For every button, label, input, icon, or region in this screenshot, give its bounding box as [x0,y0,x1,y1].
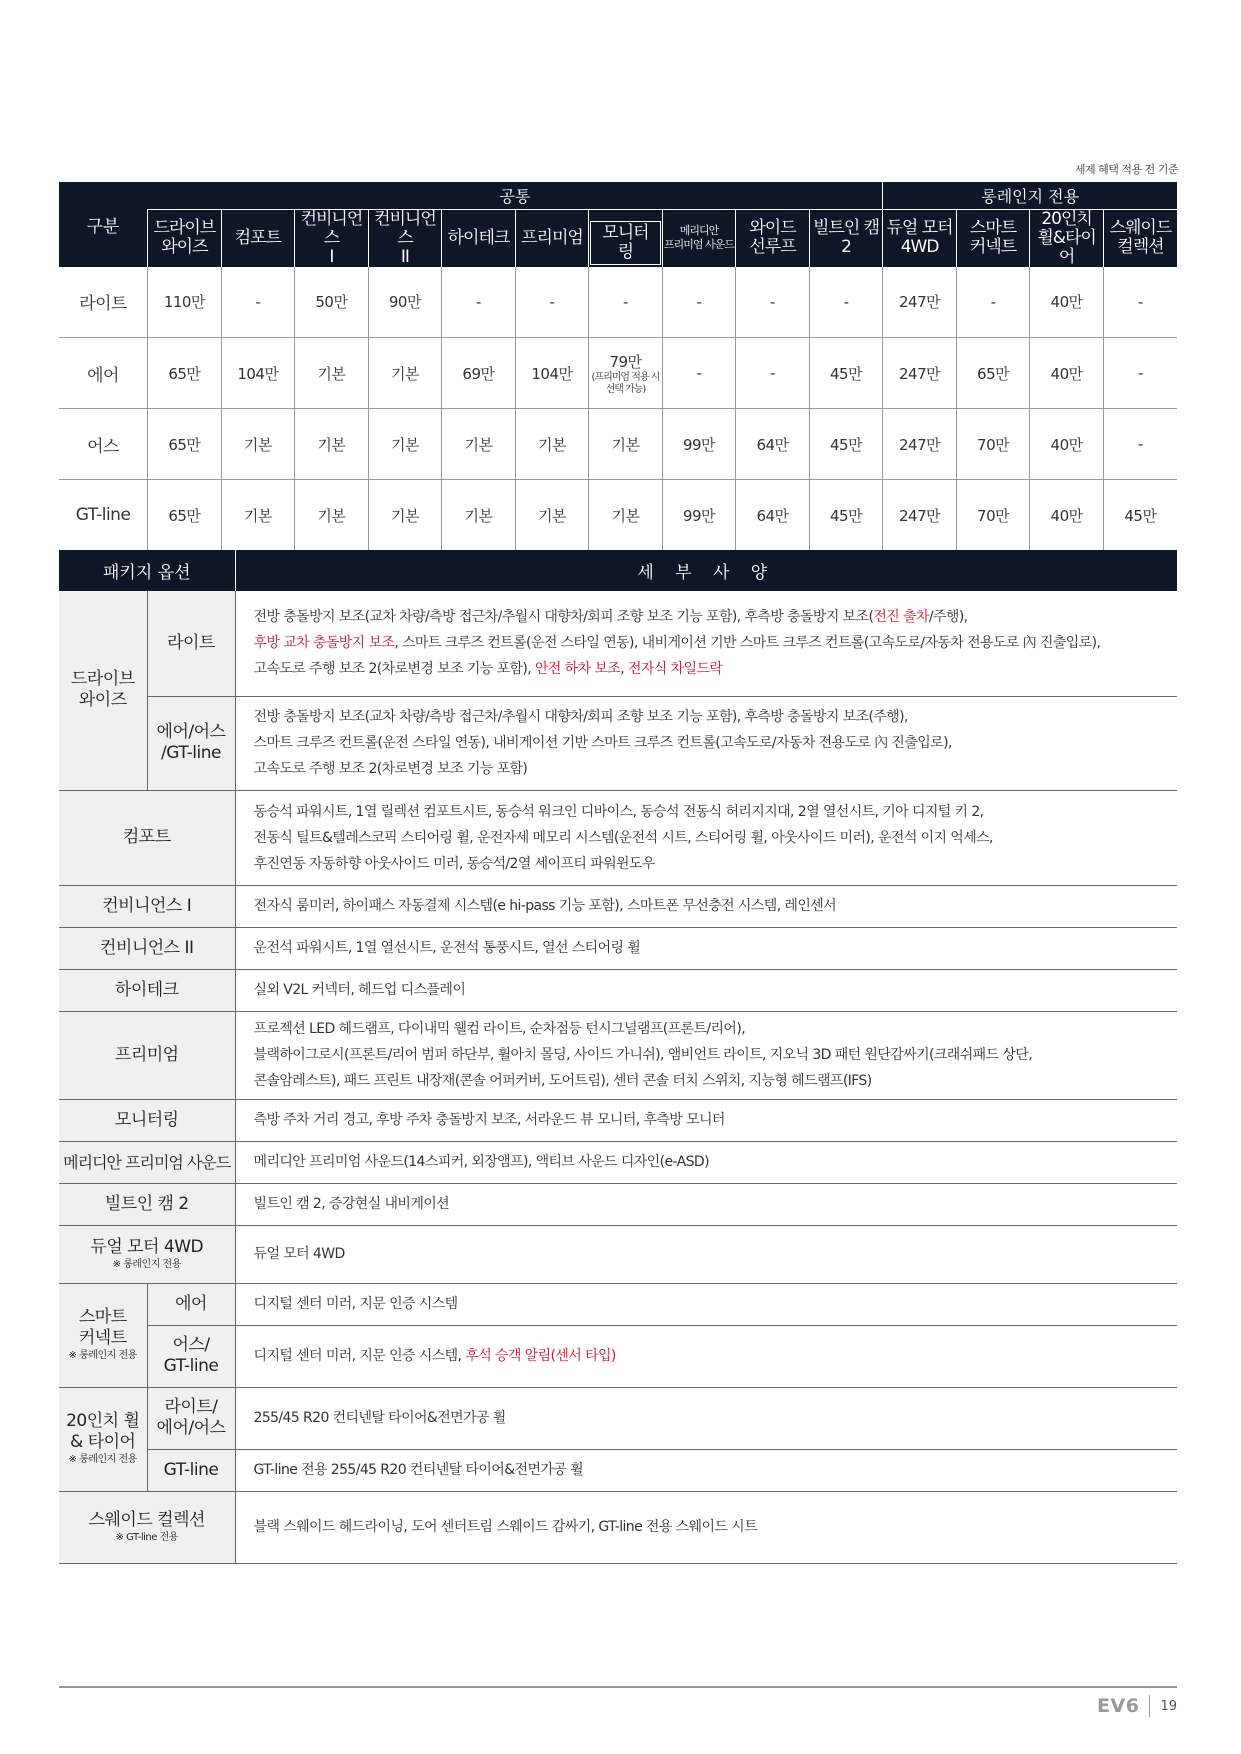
price-column-header: 스웨이드 컬렉션 [1103,209,1177,267]
price-cell: - [589,267,663,338]
price-cell: 40만 [1030,409,1104,480]
price-cell: 기본 [368,409,442,480]
price-cell: 65만 [148,480,222,551]
price-cell: 69만 [442,338,516,409]
price-cell: 110만 [148,267,222,338]
price-cell: 40만 [1030,338,1104,409]
price-table-corner: 구분 [59,182,148,267]
pkg-drive-wise: 드라이브 와이즈 [59,591,147,790]
page-number: 19 [1160,1698,1177,1714]
price-cell: 기본 [221,409,295,480]
pkg-smart-connect [59,1283,147,1387]
price-cell: 기본 [442,409,516,480]
spec-header-detail: 세 부 사 양 [235,550,1177,591]
pkg-dual-motor-label: 듀얼 모터 4WD [90,1236,204,1257]
desc-line: 스마트 크루즈 컨트롤(운전 스타일 연동), 내비게이션 기반 스마트 크루즈 컨트롤(고속도로/자동차 전용도로 內 진출입로), [253,735,952,751]
pkg-wheel-20-note: ※ 롱레인지 전용 [68,1454,137,1465]
price-cell: 45만 [809,480,883,551]
price-cell: 99만 [662,409,736,480]
pkg-suede-note: ※ GT-line 전용 [115,1531,178,1543]
desc-line: 후진연동 자동하향 아웃사이드 미러, 동승석/2열 세이프티 파워윈도우 [253,855,655,872]
footer-divider [59,1686,1177,1688]
pkg-convenience-1: 컨비니언스 I [59,885,235,927]
pkg-monitoring: 모니터링 [59,1099,235,1141]
pkg-builtin-cam: 빌트인 캠 2 [59,1183,235,1225]
pkg-wheel-20-gt-desc: GT-line 전용 255/45 R20 컨티넨탈 타이어&전면가공 휠 [235,1449,1177,1491]
price-cell: 기본 [442,480,516,551]
price-cell: 247만 [883,480,957,551]
price-cell: - [662,267,736,338]
price-cell: 기본 [368,338,442,409]
tax-note: 세제 혜택 적용 전 기준 [1074,163,1178,176]
price-cell: 기본 [295,409,369,480]
pkg-builtin-cam-desc: 빌트인 캠 2, 증강현실 내비게이션 [235,1183,1177,1225]
pkg-smart-connect-air: 에어 [147,1283,235,1325]
price-column-headers [59,209,1177,267]
group-long-range: 롱레인지 전용 [883,182,1177,209]
pkg-convenience-2: 컨비니언스 II [59,927,235,969]
pkg-smart-connect-earth-desc: 디지털 센터 미러, 지문 인증 시스템, 후석 승객 알림(센서 타입) [235,1325,1177,1387]
pkg-convenience-2-desc: 운전석 파워시트, 1열 열선시트, 운전석 통풍시트, 열선 스티어링 휠 [235,927,1177,969]
price-cell: - [221,267,295,338]
pkg-dual-motor-desc: 듀얼 모터 4WD [235,1225,1177,1283]
option-price-table [59,182,1177,551]
trim-name: 라이트 [59,267,148,338]
trim-name: GT-line [59,480,148,551]
price-cell: 64만 [736,409,810,480]
price-cell: - [1103,267,1177,338]
pkg-smart-connect-note: ※ 롱레인지 전용 [68,1350,137,1361]
price-cell: - [809,267,883,338]
price-cell: 99만 [662,480,736,551]
pkg-dual-motor-note: ※ 롱레인지 전용 [112,1258,181,1270]
price-row [59,267,1177,338]
pkg-comfort: 컴포트 [59,790,235,885]
price-cell: 65만 [956,338,1030,409]
trim-name: 에어 [59,338,148,409]
page-footer [1097,1695,1177,1717]
pkg-convenience-1-desc: 전자식 룸미러, 하이패스 자동결제 시스템(e hi-pass 기능 포함), 스마트폰 무선충전 시스템, 레인센서 [235,885,1177,927]
price-cell: 기본 [295,338,369,409]
spec-header-package: 패키지 옵션 [59,550,235,591]
pkg-monitoring-desc: 측방 주차 거리 경고, 후방 주차 충돌방지 보조, 서라운드 뷰 모니터, 후측방 모니터 [235,1099,1177,1141]
price-cell: 40만 [1030,267,1104,338]
pkg-dual-motor [59,1225,235,1283]
price-cell: 기본 [515,480,589,551]
price-column-header: 모니터링 [589,209,663,267]
price-cell: 79만 (프리미엄 적용 시 선택 가능) [589,338,663,409]
price-column-header: 컨비니언스 II [368,209,442,267]
price-cell: - [1103,338,1177,409]
price-column-header: 컨비니언스 I [295,209,369,267]
price-cell: 64만 [736,480,810,551]
price-column-header: 메리디안 프리미엄 사운드 [662,209,736,267]
price-column-header: 프리미엄 [515,209,589,267]
desc-line: 콘솔암레스트), 패드 프린트 내장재(콘솔 어퍼커버, 도어트림), 센터 콘솔 터치 스위치, 지능형 헤드램프(IFS) [253,1073,872,1089]
pkg-premium: 프리미엄 [59,1011,235,1099]
pkg-drive-wise-others: 에어/어스 /GT-line [147,696,235,790]
price-cell-note: (프리미엄 적용 시 선택 가능) [591,371,660,395]
price-row [59,409,1177,480]
price-cell: 65만 [148,338,222,409]
price-cell: 65만 [148,409,222,480]
pkg-wheel-20-label: 20인치 휠 & 타이어 [66,1411,140,1452]
desc-line: 전동식 틸트&텔레스코픽 스티어링 휠, 운전자세 메모리 시스템(운전석 시트, 스티어링 휠, 아웃사이드 미러), 운전석 이지 억세스, [253,829,993,846]
price-cell: 247만 [883,267,957,338]
group-common: 공통 [148,182,883,209]
pkg-smart-connect-air-desc: 디지털 센터 미러, 지문 인증 시스템 [235,1283,1177,1325]
price-cell: 기본 [295,480,369,551]
price-column-header: 컴포트 [221,209,295,267]
price-cell: 104만 [221,338,295,409]
price-cell: - [956,267,1030,338]
price-cell: - [442,267,516,338]
pkg-suede [59,1491,235,1563]
pkg-meridian: 메리디안 프리미엄 사운드 [59,1141,235,1183]
price-cell: 기본 [515,409,589,480]
price-cell: 45만 [1103,480,1177,551]
pkg-drive-wise-lite-desc [235,591,1177,696]
price-cell: 90만 [368,267,442,338]
price-cell: 45만 [809,409,883,480]
pkg-wheel-20 [59,1387,147,1491]
price-cell: 기본 [589,409,663,480]
price-column-header: 하이테크 [442,209,516,267]
price-table-body [59,267,1177,551]
pkg-meridian-desc: 메리디안 프리미엄 사운드(14스피커, 외장앰프), 액티브 사운드 디자인(e-ASD) [235,1141,1177,1183]
package-spec-table [59,550,1177,1564]
price-column-header: 스마트 커넥트 [956,209,1030,267]
pkg-suede-desc: 블랙 스웨이드 헤드라이닝, 도어 센터트림 스웨이드 감싸기, GT-line 전용 스웨이드 시트 [235,1491,1177,1563]
price-cell: - [515,267,589,338]
pkg-wheel-20-lite-desc: 255/45 R20 컨티넨탈 타이어&전면가공 휠 [235,1387,1177,1449]
pkg-hitech-desc: 실외 V2L 커넥터, 헤드업 디스플레이 [235,969,1177,1011]
price-row [59,480,1177,551]
desc-line: 프로젝션 LED 헤드램프, 다이내믹 웰컴 라이트, 순차점등 턴시그널램프(프론트/리어), [253,1021,746,1037]
price-column-header: 와이드 선루프 [736,209,810,267]
pkg-smart-connect-label: 스마트 커넥트 [78,1307,127,1348]
desc-line: 블랙하이그로시(프론트/리어 범퍼 하단부, 휠아치 몰딩, 사이드 가니쉬), 앰비언트 라이트, 지오닉 3D 패턴 원단감싸기(크래쉬패드 상단, [253,1047,1033,1063]
footer-separator [1149,1695,1150,1717]
price-cell: - [736,267,810,338]
desc-line: 동승석 파워시트, 1열 릴렉션 컴포트시트, 동승석 워크인 디바이스, 동승석 전동식 허리지지대, 2열 열선시트, 기아 디지털 키 2, [253,803,984,820]
price-cell: 247만 [883,409,957,480]
price-cell: 70만 [956,409,1030,480]
pkg-hitech: 하이테크 [59,969,235,1011]
price-column-header: 빌트인 캠 2 [809,209,883,267]
price-row [59,338,1177,409]
pkg-suede-label: 스웨이드 컬렉션 [88,1509,205,1530]
price-cell: - [1103,409,1177,480]
pkg-premium-desc [235,1011,1177,1099]
pkg-wheel-20-gt: GT-line [147,1449,235,1491]
pkg-comfort-desc [235,790,1177,885]
price-cell: 45만 [809,338,883,409]
price-cell: - [662,338,736,409]
desc-line: 전방 충돌방지 보조(교차 차량/측방 접근차/추월시 대향차/회피 조향 보조 기능 포함), 후측방 충돌방지 보조(전진 출차/주행), [253,609,968,626]
footer-model-name: EV6 [1097,1695,1140,1717]
desc-line: 고속도로 주행 보조 2(차로변경 보조 기능 포함) [253,761,528,777]
price-cell: 247만 [883,338,957,409]
price-cell: 104만 [515,338,589,409]
price-cell: - [736,338,810,409]
price-cell: 50만 [295,267,369,338]
price-cell: 40만 [1030,480,1104,551]
price-column-header: 20인치 휠&타이어 [1030,209,1104,267]
desc-line: 후방 교차 충돌방지 보조, 스마트 크루즈 컨트롤(운전 스타일 연동), 내비게이션 기반 스마트 크루즈 컨트롤(고속도로/자동차 전용도로 內 진출입로), [253,635,1101,652]
desc-line: 전방 충돌방지 보조(교차 차량/측방 접근차/추월시 대향차/회피 조향 보조 기능 포함), 후측방 충돌방지 보조(주행), [253,709,908,725]
desc-line: 고속도로 주행 보조 2(차로변경 보조 기능 포함), 안전 하차 보조, 전자식 차일드락 [253,661,723,678]
pkg-wheel-20-lite: 라이트/ 에어/어스 [147,1387,235,1449]
trim-name: 어스 [59,409,148,480]
price-cell: 기본 [221,480,295,551]
price-cell: 기본 [589,480,663,551]
price-cell: 기본 [368,480,442,551]
pkg-drive-wise-others-desc [235,696,1177,790]
price-cell: 70만 [956,480,1030,551]
pkg-smart-connect-earth: 어스/ GT-line [147,1325,235,1387]
price-column-header: 듀얼 모터 4WD [883,209,957,267]
price-column-header: 드라이브 와이즈 [148,209,222,267]
pkg-drive-wise-lite: 라이트 [147,591,235,696]
